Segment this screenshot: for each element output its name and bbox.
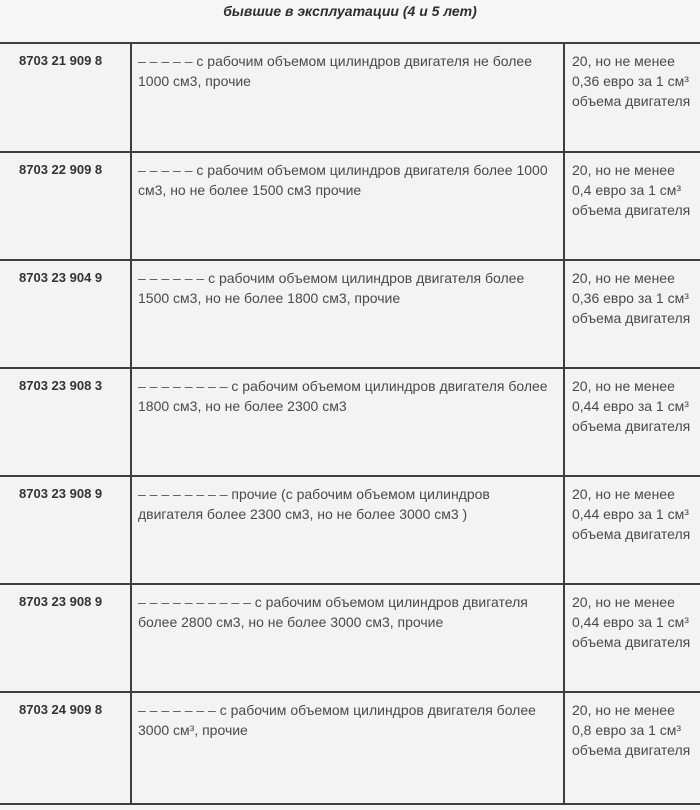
tariff-description xyxy=(131,476,564,584)
tariff-code: 8703 22 909 8 xyxy=(0,152,131,260)
tariff-code: 8703 21 909 8 xyxy=(0,44,131,152)
indent-dashes: – – – – – xyxy=(138,53,193,69)
tariff-code: 8703 24 909 8 xyxy=(0,692,131,804)
indent-dashes: – – – – – – – – – – xyxy=(138,594,251,610)
tariff-rate: 20, но не менее 0,36 евро за 1 см³ объема двигателя xyxy=(564,260,700,368)
table-row xyxy=(0,44,700,152)
table-row xyxy=(0,260,700,368)
tariff-table xyxy=(0,44,700,805)
tariff-description xyxy=(131,368,564,476)
description-text: с рабочим объемом цилиндров двигателя более 1000 см3, но не более 1500 см3 прочие xyxy=(138,162,548,198)
description-text: прочие (с рабочим объемом цилиндров двигателя более 2300 см3, но не более 3000 см3 ) xyxy=(138,486,490,522)
description-text: с рабочим объемом цилиндров двигателя более 3000 см³, прочие xyxy=(138,702,536,738)
indent-dashes: – – – – – – – – xyxy=(138,378,228,394)
indent-dashes: – – – – – – xyxy=(138,270,205,286)
tariff-rate: 20, но не менее 0,8 евро за 1 см³ объема двигателя xyxy=(564,692,700,804)
tariff-code: 8703 23 908 3 xyxy=(0,368,131,476)
table-row xyxy=(0,692,700,804)
table-row xyxy=(0,584,700,692)
description-text: с рабочим объемом цилиндров двигателя более 1500 см3, но не более 1800 см3, прочие xyxy=(138,270,525,306)
tariff-description xyxy=(131,44,564,152)
tariff-rate: 20, но не менее 0,44 евро за 1 см³ объема двигателя xyxy=(564,476,700,584)
tariff-rate: 20, но не менее 0,36 евро за 1 см³ объема двигателя xyxy=(564,44,700,152)
indent-dashes: – – – – – – – – xyxy=(138,486,228,502)
tariff-rate: 20, но не менее 0,44 евро за 1 см³ объема двигателя xyxy=(564,368,700,476)
indent-dashes: – – – – – xyxy=(138,162,193,178)
indent-dashes: – – – – – – – xyxy=(138,702,216,718)
header-title: бывшие в эксплуатации (4 и 5 лет) xyxy=(223,3,477,19)
description-text: с рабочим объемом цилиндров двигателя более 1800 см3, но не более 2300 см3 xyxy=(138,378,548,414)
tariff-rate: 20, но не менее 0,4 евро за 1 см³ объема двигателя xyxy=(564,152,700,260)
table-row xyxy=(0,152,700,260)
tariff-code: 8703 23 908 9 xyxy=(0,584,131,692)
tariff-description xyxy=(131,260,564,368)
tariff-description xyxy=(131,692,564,804)
tariff-code: 8703 23 908 9 xyxy=(0,476,131,584)
tariff-rate: 20, но не менее 0,44 евро за 1 см³ объема двигателя xyxy=(564,584,700,692)
tariff-description xyxy=(131,584,564,692)
table-header xyxy=(0,0,700,44)
tariff-code: 8703 23 904 9 xyxy=(0,260,131,368)
table-row xyxy=(0,368,700,476)
description-text: с рабочим объемом цилиндров двигателя не более 1000 см3, прочие xyxy=(138,53,532,89)
description-text: с рабочим объемом цилиндров двигателя более 2800 см3, но не более 3000 см3, прочие xyxy=(138,594,528,630)
tariff-description xyxy=(131,152,564,260)
table-row xyxy=(0,476,700,584)
